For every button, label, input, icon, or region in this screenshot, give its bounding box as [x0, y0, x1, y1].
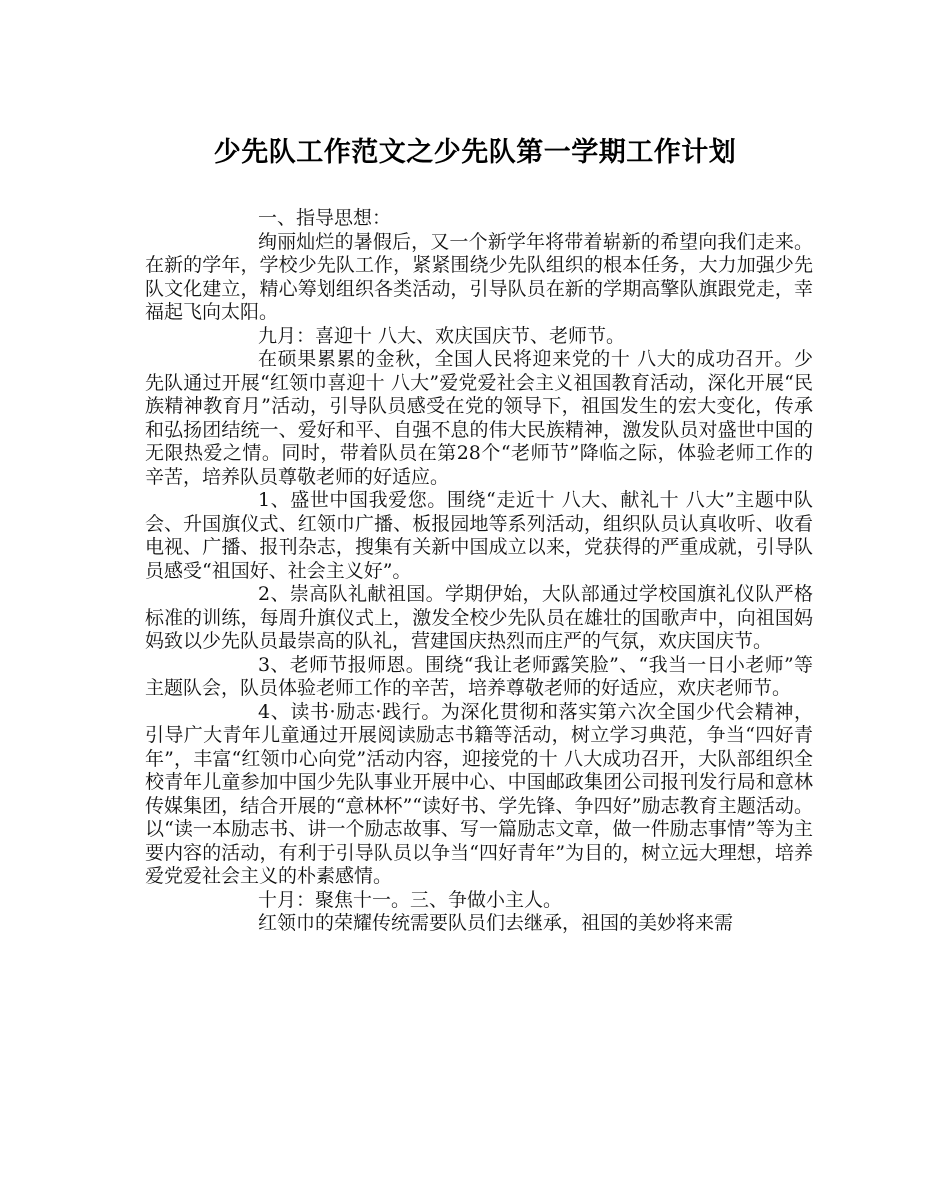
- document-title: 少先队工作范文之少先队第一学期工作计划: [213, 137, 737, 168]
- paragraph-intro: 绚丽灿烂的暑假后，又一个新学年将带着崭新的希望向我们走来。在新的学年，学校少先队工作，紧紧围绕少先队组织的根本任务，大力加强少先队文化建立，精心筹划组织各类活动，引导队员在新的学期高擎队旗跟党走，幸福起飞向太阳。: [145, 230, 813, 323]
- paragraph-october-heading: 十月：聚焦十一。三、争做小主人。: [258, 888, 563, 911]
- document-body: [145, 207, 813, 936]
- paragraph-september-overview: 在硕果累累的金秋，全国人民将迎来党的十 八大的成功召开。少先队通过开展“红领巾喜迎十 八大”爱党爱社会主义祖国教育活动，深化开展“民族精神教育月”活动，引导队员感受在党的领导下，祖国发生的宏大变化，传承和弘扬团结统一、爱好和平、自强不息的伟大民族精神，激发队员对盛世中国的无限热爱之情。同时，带着队员在第28个“老师节”降临之际，体验老师工作的辛苦，培养队员尊敬老师的好适应。: [145, 348, 813, 488]
- paragraph-item-4: 4、读书·励志·践行。为深化贯彻和落实第六次全国少代会精神，引导广大青年儿童通过开展阅读励志书籍等活动，树立学习典范，争当“四好青年”，丰富“红领巾心向党”活动内容，迎接党的十 八大成功召开，大队部组织全校青年儿童参加中国少先队事业开展中心、中国邮政集团公司报刊发行局和意林传媒集团，结合开展的“意林杯”“读好书、学先锋、争四好”励志教育主题活动。以“读一本励志书、讲一个励志故事、写一篇励志文章，做一件励志事情”等为主要内容的活动，有利于引导队员以争当“四好青年”为目的，树立远大理想，培养爱党爱社会主义的朴素感情。: [145, 700, 813, 887]
- paragraph-item-3: 3、老师节报师恩。围绕“我让老师露笑脸”、“我当一日小老师”等主题队会，队员体验老师工作的辛苦，培养尊敬老师的好适应，欢庆老师节。: [145, 653, 813, 699]
- paragraph-october-intro: 红领巾的荣耀传统需要队员们去继承，祖国的美妙将来需: [258, 912, 734, 934]
- paragraph-september-heading: 九月：喜迎十 八大、欢庆国庆节、老师节。: [258, 324, 626, 347]
- paragraph-item-1: 1、盛世中国我爱您。围绕“走近十 八大、献礼十 八大”主题中队会、升国旗仪式、红领巾广播、板报园地等系列活动，组织队员认真收听、收看电视、广播、报刊杂志，搜集有关新中国成立以来，党获得的严重成就，引导队员感受“祖国好、社会主义好”。: [145, 489, 813, 582]
- paragraph-guiding-heading: 一、指导思想：: [258, 207, 392, 229]
- paragraph-item-2: 2、崇高队礼献祖国。学期伊始，大队部通过学校国旗礼仪队严格标准的训练，每周升旗仪式上，激发全校少先队员在雄壮的国歌声中，向祖国妈妈致以少先队员最崇高的队礼，营建国庆热烈而庄严的气氛，欢庆国庆节。: [145, 583, 813, 652]
